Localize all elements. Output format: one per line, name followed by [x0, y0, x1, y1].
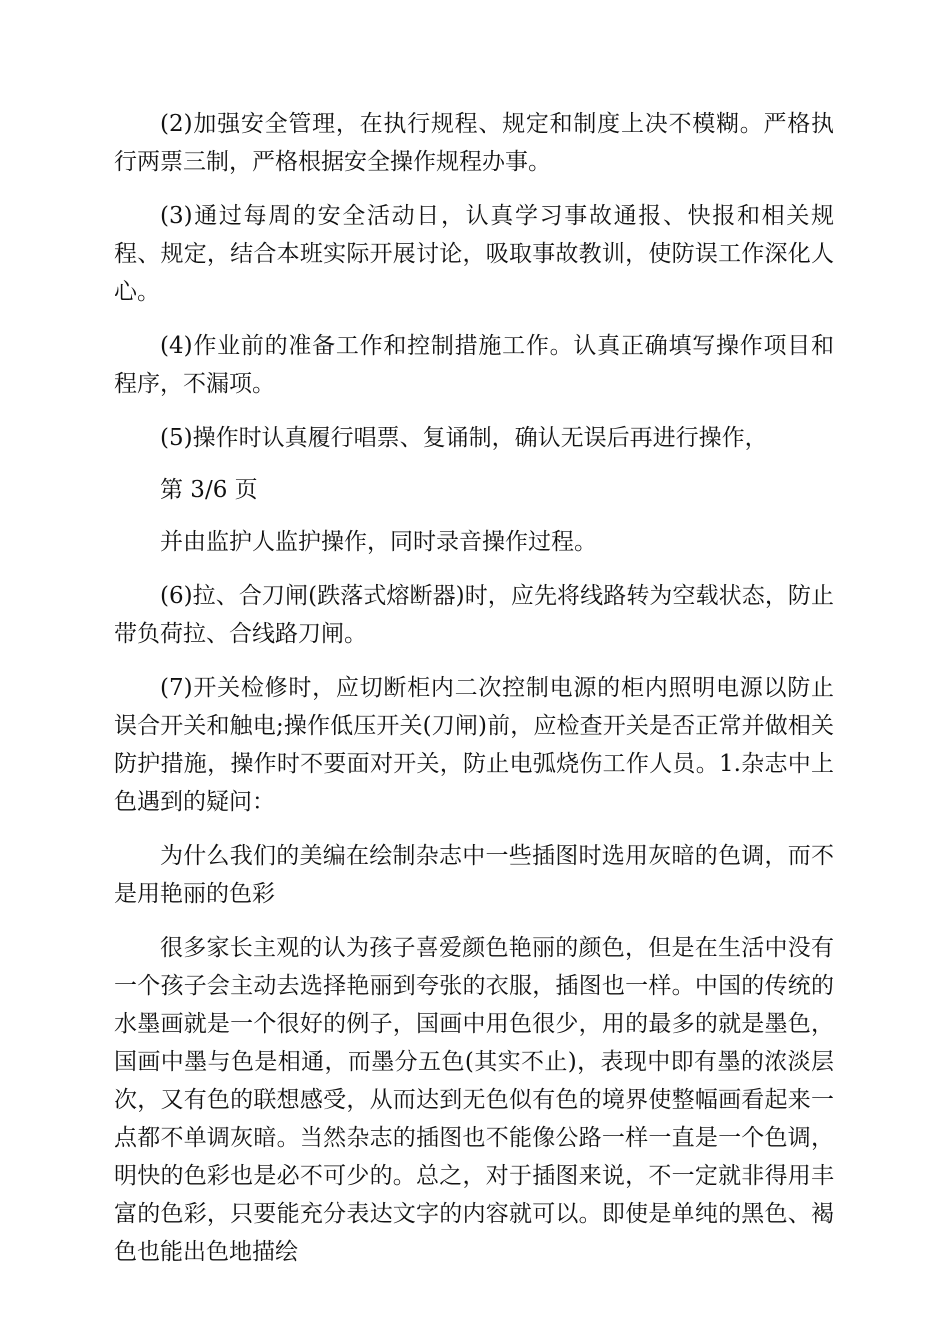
paragraph-7: (7)开关检修时，应切断柜内二次控制电源的柜内照明电源以防止误合开关和触电;操作低压开关(刀闸)前，应检查开关是否正常并做相关防护措施，操作时不要面对开关，防止电弧烧伤工作人员。1.杂志中上色遇到的疑问：	[114, 675, 834, 815]
paragraph-3: (3)通过每周的安全活动日，认真学习事故通报、快报和相关规程、规定，结合本班实际开展讨论，吸取事故教训，使防误工作深化人心。	[114, 203, 834, 305]
paragraph-5-continued: 并由监护人监护操作，同时录音操作过程。	[160, 529, 597, 555]
paragraph-question: 为什么我们的美编在绘制杂志中一些插图时选用灰暗的色调，而不是用艳丽的色彩	[114, 843, 834, 907]
paragraph-answer: 很多家长主观的认为孩子喜爱颜色艳丽的颜色，但是在生活中没有一个孩子会主动去选择艳丽到夸张的衣服，插图也一样。中国的传统的水墨画就是一个很好的例子，国画中用色很少，用的最多的就是墨色，国画中墨与色是相通，而墨分五色(其实不止)，表现中即有墨的浓淡层次，又有色的联想感受，从而达到无色似有色的境界使整幅画看起来一点都不单调灰暗。当然杂志的插图也不能像公路一样一直是一个色调，明快的色彩也是必不可少的。总之，对于插图来说，不一定就非得用丰富的色彩，只要能充分表达文字的内容就可以。即使是单纯的黑色、褐色也能出色地描绘	[114, 935, 834, 1265]
paragraph-2: (2)加强安全管理，在执行规程、规定和制度上决不模糊。严格执行两票三制，严格根据安全操作规程办事。	[114, 111, 834, 175]
page-number: 第 3/6 页	[160, 477, 258, 503]
paragraph-6: (6)拉、合刀闸(跌落式熔断器)时，应先将线路转为空载状态，防止带负荷拉、合线路刀闸。	[114, 583, 834, 647]
document-body	[114, 105, 834, 1287]
paragraph-4: (4)作业前的准备工作和控制措施工作。认真正确填写操作项目和程序，不漏项。	[114, 333, 834, 397]
paragraph-5: (5)操作时认真履行唱票、复诵制，确认无误后再进行操作，	[160, 425, 768, 451]
